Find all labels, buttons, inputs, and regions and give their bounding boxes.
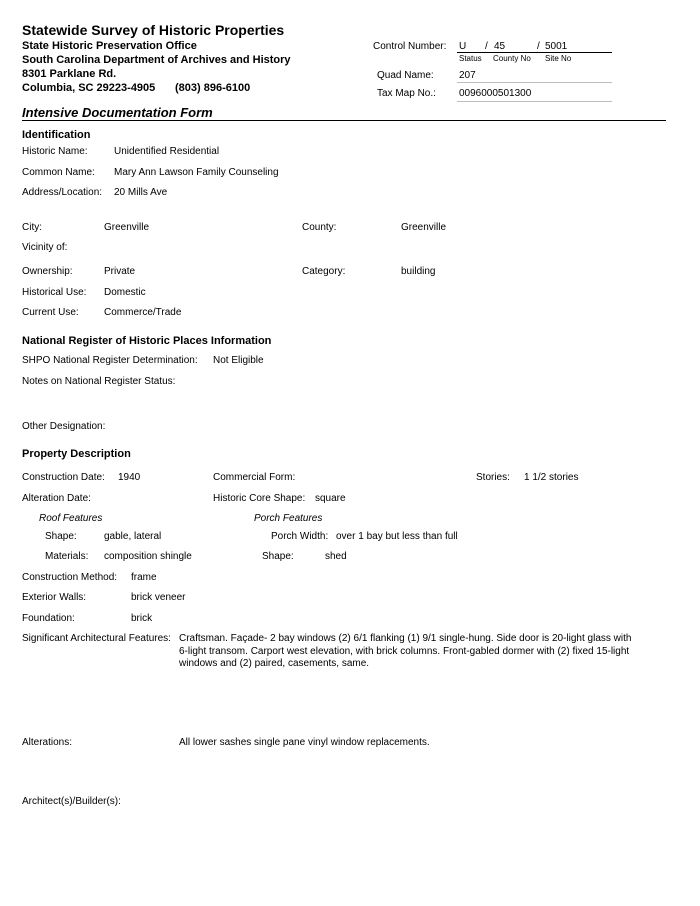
- current-use-label: Current Use:: [22, 307, 79, 318]
- stories-label: Stories:: [476, 472, 510, 483]
- foundation-value: brick: [131, 613, 153, 624]
- county-label: County:: [302, 222, 337, 233]
- historic-name-label: Historic Name:: [22, 146, 88, 157]
- porch-features-heading: Porch Features: [254, 513, 323, 524]
- address-label: Address/Location:: [22, 187, 103, 198]
- county-value: Greenville: [401, 222, 447, 233]
- historic-name-value: Unidentified Residential: [114, 146, 220, 157]
- control-site-no: 5001: [545, 41, 568, 52]
- phone-number: (803) 896-6100: [175, 82, 251, 94]
- address-street: 8301 Parklane Rd.: [22, 68, 117, 80]
- ownership-value: Private: [104, 266, 136, 277]
- property-description-heading: Property Description: [22, 448, 131, 460]
- exterior-walls-value: brick veneer: [131, 592, 186, 603]
- porch-width-label: Porch Width:: [271, 531, 329, 542]
- construction-date-value: 1940: [118, 472, 141, 483]
- exterior-walls-label: Exterior Walls:: [22, 592, 87, 603]
- common-name-label: Common Name:: [22, 167, 95, 178]
- city-label: City:: [22, 222, 42, 233]
- national-register-heading: National Register of Historic Places Information: [22, 335, 272, 347]
- core-shape-label: Historic Core Shape:: [213, 493, 306, 504]
- current-use-value: Commerce/Trade: [104, 307, 182, 318]
- roof-shape-label: Shape:: [45, 531, 77, 542]
- stories-value: 1 1/2 stories: [524, 472, 579, 483]
- tax-map-rule: [457, 101, 612, 102]
- office-name: State Historic Preservation Office: [22, 40, 197, 52]
- alterations-value: All lower sashes single pane vinyl window replacements.: [179, 737, 430, 748]
- roof-materials-label: Materials:: [45, 551, 89, 562]
- survey-title: Statewide Survey of Historic Properties: [22, 22, 285, 38]
- form-title-rule: [22, 120, 666, 121]
- quad-name-rule: [457, 82, 612, 83]
- nr-notes-label: Notes on National Register Status:: [22, 376, 176, 387]
- vicinity-label: Vicinity of:: [22, 242, 68, 253]
- historical-use-value: Domestic: [104, 287, 146, 298]
- identification-heading: Identification: [22, 129, 91, 141]
- commercial-form-label: Commercial Form:: [213, 472, 296, 483]
- control-number-rule: [457, 52, 612, 53]
- roof-shape-value: gable, lateral: [104, 531, 162, 542]
- department-name: South Carolina Department of Archives and History: [22, 54, 291, 66]
- control-sep-1: /: [485, 41, 488, 52]
- form-title: Intensive Documentation Form: [22, 105, 213, 120]
- construction-method-value: frame: [131, 572, 157, 583]
- nr-determination-label: SHPO National Register Determination:: [22, 355, 198, 366]
- construction-method-label: Construction Method:: [22, 572, 118, 583]
- caption-site-no: Site No: [545, 54, 572, 63]
- other-designation-label: Other Designation:: [22, 421, 106, 432]
- tax-map-value: 0096000501300: [459, 88, 532, 99]
- control-status: U: [459, 41, 467, 52]
- category-label: Category:: [302, 266, 346, 277]
- control-county-no: 45: [494, 41, 506, 52]
- common-name-value: Mary Ann Lawson Family Counseling: [114, 167, 279, 178]
- roof-features-heading: Roof Features: [39, 513, 103, 524]
- core-shape-value: square: [315, 493, 346, 504]
- control-number-label: Control Number:: [373, 41, 447, 52]
- control-sep-2: /: [537, 41, 540, 52]
- architectural-features-label: Significant Architectural Features:: [22, 633, 171, 644]
- porch-shape-value: shed: [325, 551, 347, 562]
- porch-shape-label: Shape:: [262, 551, 294, 562]
- historical-use-label: Historical Use:: [22, 287, 87, 298]
- architect-builder-label: Architect(s)/Builder(s):: [22, 796, 121, 807]
- roof-materials-value: composition shingle: [104, 551, 192, 562]
- alteration-date-label: Alteration Date:: [22, 493, 91, 504]
- category-value: building: [401, 266, 436, 277]
- city-value: Greenville: [104, 222, 150, 233]
- nr-determination-value: Not Eligible: [213, 355, 264, 366]
- address-value: 20 Mills Ave: [114, 187, 168, 198]
- foundation-label: Foundation:: [22, 613, 75, 624]
- porch-width-value: over 1 bay but less than full: [336, 531, 458, 542]
- address-city: Columbia, SC 29223-4905: [22, 82, 156, 94]
- quad-name-label: Quad Name:: [377, 70, 434, 81]
- tax-map-label: Tax Map No.:: [377, 88, 436, 99]
- construction-date-label: Construction Date:: [22, 472, 105, 483]
- caption-status: Status: [459, 54, 482, 63]
- caption-county-no: County No: [493, 54, 531, 63]
- alterations-label: Alterations:: [22, 737, 73, 748]
- architectural-features-value: Craftsman. Façade- 2 bay windows (2) 6/1 flanking (1) 9/1 single-hung. Side door is 20-light glass with 6-light transom. Carport west elevation, with brick columns. Front-gabled dormer with (2) fixed 15-light windows and (2) paired, casements, same.: [179, 633, 632, 669]
- ownership-label: Ownership:: [22, 266, 73, 277]
- quad-name-value: 207: [459, 70, 476, 81]
